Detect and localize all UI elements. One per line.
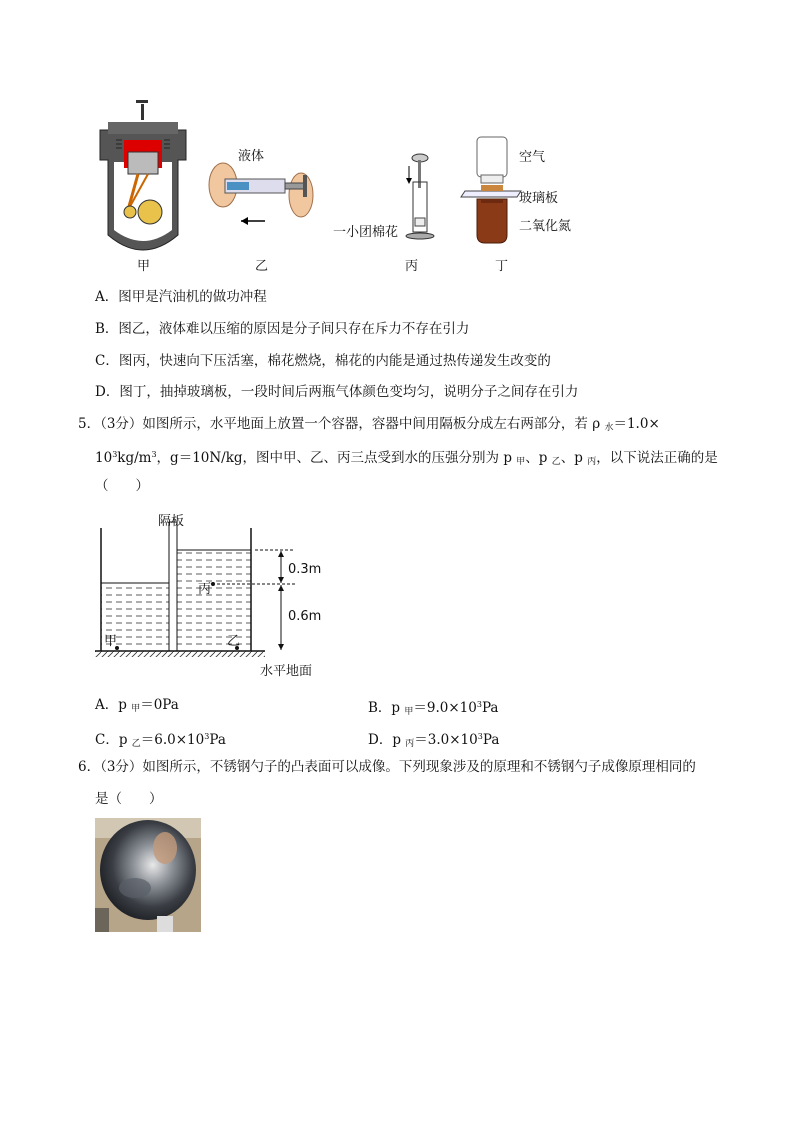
annotation-cotton: 一小团棉花 — [333, 225, 399, 240]
gas-bottles-figure — [455, 135, 525, 247]
annotation-air: 空气 — [519, 150, 546, 165]
label-dim-top: 0.3m — [288, 562, 322, 577]
q5-option-a: A．p $_甲$＝0Pa — [95, 697, 179, 714]
annotation-no2: 二氧化氮 — [519, 219, 572, 234]
label-point-yi: 乙 — [227, 634, 241, 649]
q5-stem-line1: 5．（3分）如图所示，水平地面上放置一个容器，容器中间用隔板分成左右两部分，若 ρ $_水$＝1.0× — [78, 416, 660, 433]
q5-option-d: D．p $_丙=3.0\times 10^3Pa$ — [368, 732, 500, 749]
q5-option-b: B．p $_甲=9.0\times 10^3Pa$ — [368, 700, 499, 717]
q4-option-b: B．图乙，液体难以压缩的原因是分子间只存在斥力不存在引力 — [95, 321, 470, 337]
label-partition: 隔板 — [158, 514, 185, 529]
label-jia: 甲 — [137, 259, 151, 274]
engine-cylinder-figure — [98, 100, 188, 260]
figure-row-q4 — [95, 100, 615, 275]
q4-option-c: C．图丙，快速向下压活塞，棉花燃烧，棉花的内能是通过热传递发生改变的 — [95, 353, 551, 369]
label-bing: 丙 — [405, 259, 419, 274]
q4-option-a: A．图甲是汽油机的做功冲程 — [95, 289, 267, 305]
label-point-bing: 丙 — [198, 582, 212, 597]
q6-stem-line1: 6．（3分）如图所示，不锈钢勺子的凸表面可以成像。下列现象涉及的原理和不锈钢勺子成像原理相同的 — [78, 759, 696, 775]
label-dim-bottom: 0.6m — [288, 609, 322, 624]
label-point-jia: 甲 — [104, 634, 118, 649]
annotation-glass-plate: 玻璃板 — [519, 191, 559, 206]
q5-option-c: C．p $_乙=6.0\times 10^3Pa$ — [95, 732, 226, 749]
annotation-liquid: 液体 — [238, 149, 265, 164]
label-ding: 丁 — [495, 259, 509, 274]
spoon-photo — [95, 818, 201, 932]
container-figure — [95, 508, 355, 688]
syringe-figure — [205, 155, 317, 245]
label-ground: 水平地面 — [260, 664, 313, 679]
fire-syringe-figure — [399, 152, 439, 244]
q5-stem-line3: （ ） — [95, 478, 149, 494]
q4-option-d: D．图丁，抽掉玻璃板，一段时间后两瓶气体颜色变均匀，说明分子之间存在引力 — [95, 384, 579, 400]
label-yi: 乙 — [255, 259, 269, 274]
q5-stem-line2: $10^3kg/m^3$，g＝10N/kg，图中甲、乙、丙三点受到水的压强分别为 p $_甲$、p $_乙$、p $_丙$，以下说法正确的是 — [95, 450, 718, 467]
q6-stem-line2: 是（ ） — [95, 791, 163, 807]
